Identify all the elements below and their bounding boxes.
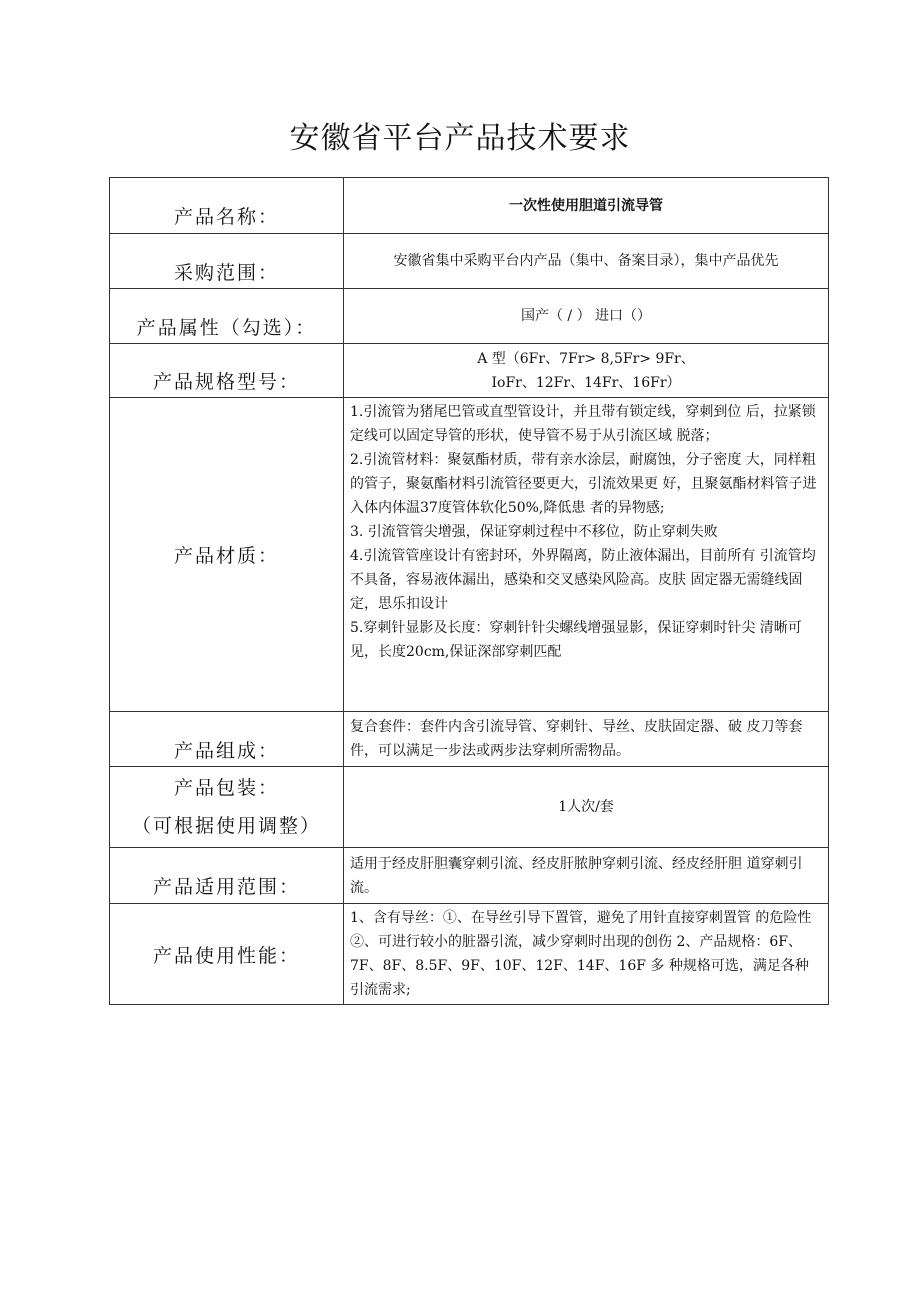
row-product-packaging bbox=[110, 767, 829, 848]
label-product-name bbox=[110, 178, 344, 234]
value-product-name: 一次性使用胆道引流导管 bbox=[344, 178, 829, 234]
label-product-attribute bbox=[110, 289, 344, 344]
value-product-material bbox=[344, 398, 829, 712]
material-paragraph-4: 4.引流管管座设计有密封环，外界隔离，防止液体漏出，目前所有 引流管均不具备，容易液体漏出，感染和交叉感染风险高。皮肤 固定器无需缝线固定，思乐扣设计 bbox=[350, 548, 816, 612]
material-paragraph-1: 1.引流管为猪尾巴管或直型管设计，并且带有锁定线，穿刺到位 后，拉紧锁定线可以固定导管的形状，使导管不易于从引流区域 脱落； bbox=[350, 404, 816, 444]
requirements-table bbox=[109, 177, 829, 1005]
label-text: 产品属性（勾选）： bbox=[136, 316, 317, 339]
row-product-spec bbox=[110, 344, 829, 398]
spec-line-1: A 型（6Fr、7Fr> 8,5Fr> 9Fr、 bbox=[477, 350, 695, 367]
value-product-spec bbox=[344, 344, 829, 398]
row-application-scope bbox=[110, 848, 829, 904]
label-text: 产品适用范围： bbox=[152, 876, 300, 898]
row-product-material bbox=[110, 398, 829, 712]
value-product-attribute: 国产（ / ） 进口（） bbox=[344, 289, 829, 344]
label-product-performance: 产品使用性能： bbox=[110, 904, 344, 1005]
row-product-composition bbox=[110, 712, 829, 767]
value-application-scope: 适用于经皮肝胆囊穿刺引流、经皮肝脓肿穿刺引流、经皮经肝胆 道穿刺引流。 bbox=[344, 848, 829, 904]
label-product-composition bbox=[110, 712, 344, 767]
label-product-packaging bbox=[110, 767, 344, 848]
label-text: 产品规格型号： bbox=[152, 371, 300, 393]
row-product-attribute bbox=[110, 289, 829, 344]
label-text: 采购范围： bbox=[173, 261, 279, 284]
packaging-label-1: 产品包装： bbox=[173, 777, 279, 799]
packaging-label-2: （可根据使用调整） bbox=[131, 815, 321, 837]
spec-line-2: IoFr、12Fr、14Fr、16Fr） bbox=[491, 374, 681, 391]
value-product-packaging: 1人次/套 bbox=[344, 767, 829, 848]
material-paragraph-5: 5.穿刺针显影及长度：穿刺针针尖螺线增强显影，保证穿刺时针尖 清晰可见，长度20cm,保证深部穿刺匹配 bbox=[350, 620, 802, 660]
label-product-spec bbox=[110, 344, 344, 398]
row-procurement-scope bbox=[110, 234, 829, 289]
page-title: 安徽省平台产品技术要求 bbox=[289, 121, 631, 156]
label-procurement-scope bbox=[110, 234, 344, 289]
row-product-performance bbox=[110, 904, 829, 1005]
row-product-name bbox=[110, 178, 829, 234]
label-application-scope bbox=[110, 848, 344, 904]
label-text: 产品组成： bbox=[173, 739, 279, 762]
label-text: 产品名称： bbox=[173, 206, 279, 228]
value-product-composition: 复合套件：套件内含引流导管、穿刺针、导丝、皮肤固定器、破 皮刀等套件，可以满足一步法或两步法穿刺所需物品。 bbox=[344, 712, 829, 767]
material-paragraph-2: 2.引流管材料：聚氨酯材质，带有亲水涂层，耐腐蚀，分子密度 大，同样粗的管子，聚氨酯材料引流管径要更大，引流效果更 好，且聚氨酯材料管子进入体内体温37度管体软化50%,降低患 者的异物感; bbox=[350, 452, 817, 516]
material-paragraph-3: 3. 引流管管尖增强，保证穿刺过程中不移位，防止穿刺失败 bbox=[350, 524, 718, 540]
value-product-performance: 1、含有导丝：①、在导丝引导下置管，避免了用针直接穿刺置管 的危险性②、可进行较小的脏器引流，减少穿刺时出现的创伤 2、产品规格：6F、7F、8F、8.5F、9F、10F、12F、14F、16F 多 种规格可选，满足各种引流需求; bbox=[344, 904, 829, 1005]
label-product-material: 产品材质： bbox=[110, 398, 344, 712]
value-procurement-scope: 安徽省集中采购平台内产品（集中、备案目录），集中产品优先 bbox=[344, 234, 829, 289]
